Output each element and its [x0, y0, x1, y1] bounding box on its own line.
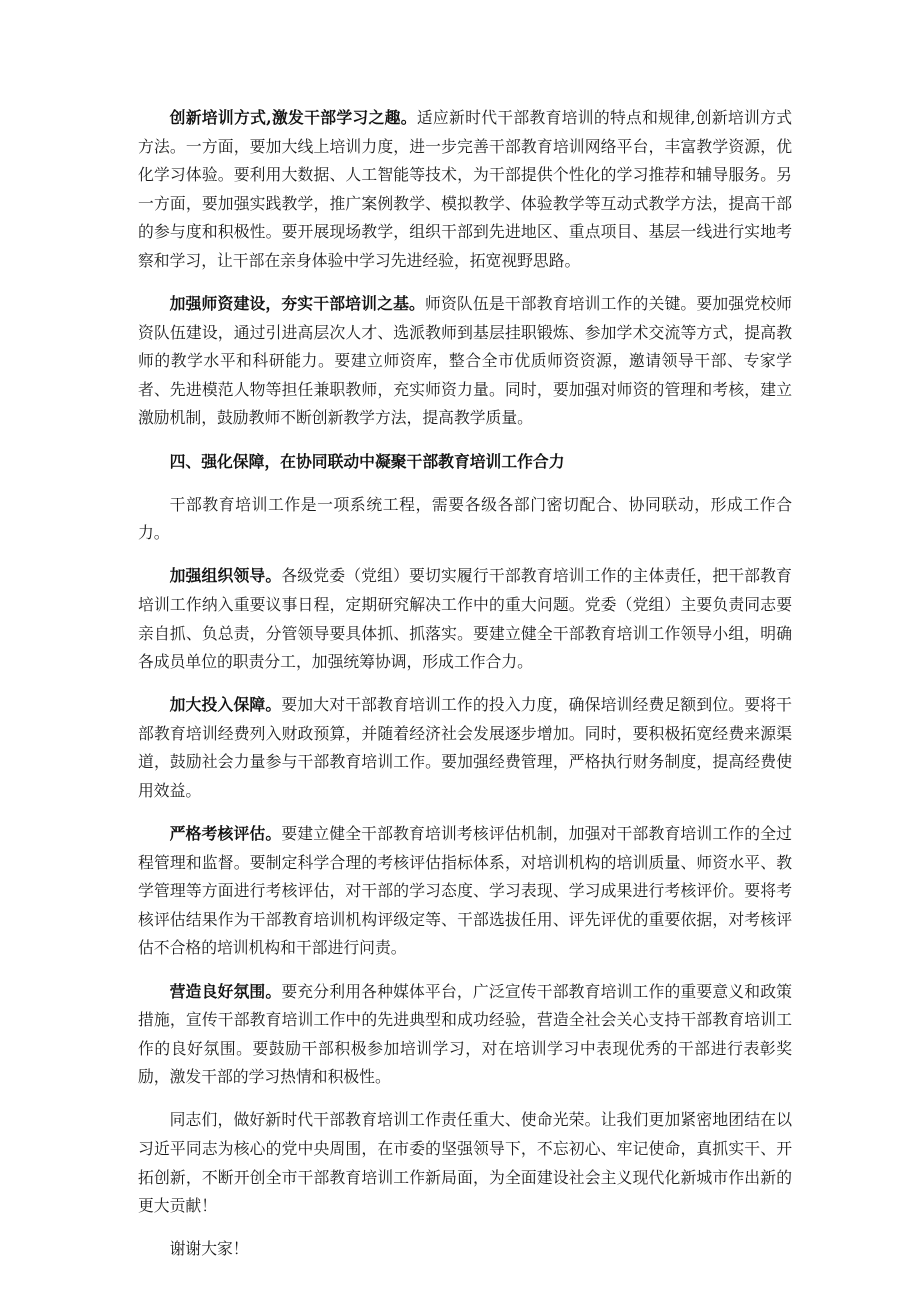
paragraph-text: 各级党委（党组）要切实履行干部教育培训工作的主体责任，把干部教育培训工作纳入重要议事日程，定期研究解决工作中的重大问题。党委（党组）主要负责同志要亲自抓、负总责，分管领导要具体抓、抓落实。要建立健全干部教育培训工作领导小组，明确各成员单位的职责分工，加强统筹协调，形成工作合力。	[138, 566, 792, 672]
paragraph-lead: 创新培训方式,激发干部学习之趣。	[169, 108, 417, 127]
paragraph-innovate-training	[138, 104, 792, 276]
document-body	[138, 104, 792, 1278]
paragraph-lead: 加强组织领导。	[169, 566, 282, 586]
paragraph-text: 适应新时代干部教育培训的特点和规律,创新培训方式方法。一方面，要加大线上培训力度，进一步完善干部教育培训网络平台，丰富教学资源，优化学习体验。要利用大数据、人工智能等技术，为干部提供个性化的学习推荐和辅导服务。另一方面，要加强实践教学，推广案例教学、模拟教学、体验教学等互动式教学方法，提高干部的参与度和积极性。要开展现场教学，组织干部到先进地区、重点项目、基层一线进行实地考察和学习，让干部在亲身体验中学习先进经验，拓宽视野思路。	[138, 108, 792, 270]
paragraph-text: 要充分利用各种媒体平台，广泛宣传干部教育培训工作的重要意义和政策措施，宣传干部教育培训工作中的先进典型和成功经验，营造全社会关心支持干部教育培训工作的良好氛围。要鼓励干部积极参加培训学习，对在培训学习中表现优秀的干部进行表彰奖励，激发干部的学习热情和积极性。	[138, 981, 792, 1087]
paragraph-text: 要建立健全干部教育培训考核评估机制，加强对干部教育培训工作的全过程管理和监督。要制定科学合理的考核评估指标体系，对培训机构的培训质量、师资水平、教学管理等方面进行考核评估，对干部的学习态度、学习表现、学习成果进行考核评价。要将考核评估结果作为干部教育培训机构评级定等、干部选拔任用、评先评优的重要依据，对考核评估不合格的培训机构和干部进行问责。	[138, 824, 792, 958]
paragraph-organization-leadership	[138, 562, 792, 676]
paragraph-teacher-building	[138, 290, 792, 433]
section-intro: 干部教育培训工作是一项系统工程，需要各级各部门密切配合、协同联动，形成工作合力。	[138, 494, 792, 543]
paragraph-lead: 加强师资建设，夯实干部培训之基。	[169, 294, 425, 314]
paragraph-atmosphere	[138, 978, 792, 1092]
closing-paragraph: 同志们，做好新时代干部教育培训工作责任重大、使命光荣。让我们更加紧密地团结在以习近平同志为核心的党中央周围，在市委的坚强领导下，不忘初心、牢记使命，真抓实干、开拓创新，不断开创全市干部教育培训工作新局面，为全面建设社会主义现代化新城市作出新的更大贡献！	[138, 1110, 792, 1216]
paragraph-lead: 加大投入保障。	[169, 695, 282, 715]
paragraph-text: 要加大对干部教育培训工作的投入力度，确保培训经费足额到位。要将干部教育培训经费列入财政预算，并随着经济社会发展逐步增加。同时，要积极拓宽经费来源渠道，鼓励社会力量参与干部教育培训工作。要加强经费管理，严格执行财务制度，提高经费使用效益。	[138, 695, 792, 800]
paragraph-lead: 营造良好氛围。	[169, 981, 282, 1001]
paragraph-investment	[138, 691, 792, 805]
paragraph-text: 师资队伍是干部教育培训工作的关键。要加强党校师资队伍建设，通过引进高层次人才、选派教师到基层挂职锻炼、参加学术交流等方式，提高教师的教学水平和科研能力。要建立师资库，整合全市优质师资资源，邀请领导干部、专家学者、先进模范人物等担任兼职教师，充实师资力量。同时，要加强对师资的管理和考核，建立激励机制，鼓励教师不断创新教学方法，提高教学质量。	[138, 294, 792, 428]
thanks-line: 谢谢大家！	[169, 1239, 249, 1259]
paragraph-lead: 严格考核评估。	[169, 824, 282, 844]
section-heading: 四、强化保障，在协同联动中凝聚干部教育培训工作合力	[169, 451, 565, 471]
paragraph-assessment	[138, 820, 792, 963]
